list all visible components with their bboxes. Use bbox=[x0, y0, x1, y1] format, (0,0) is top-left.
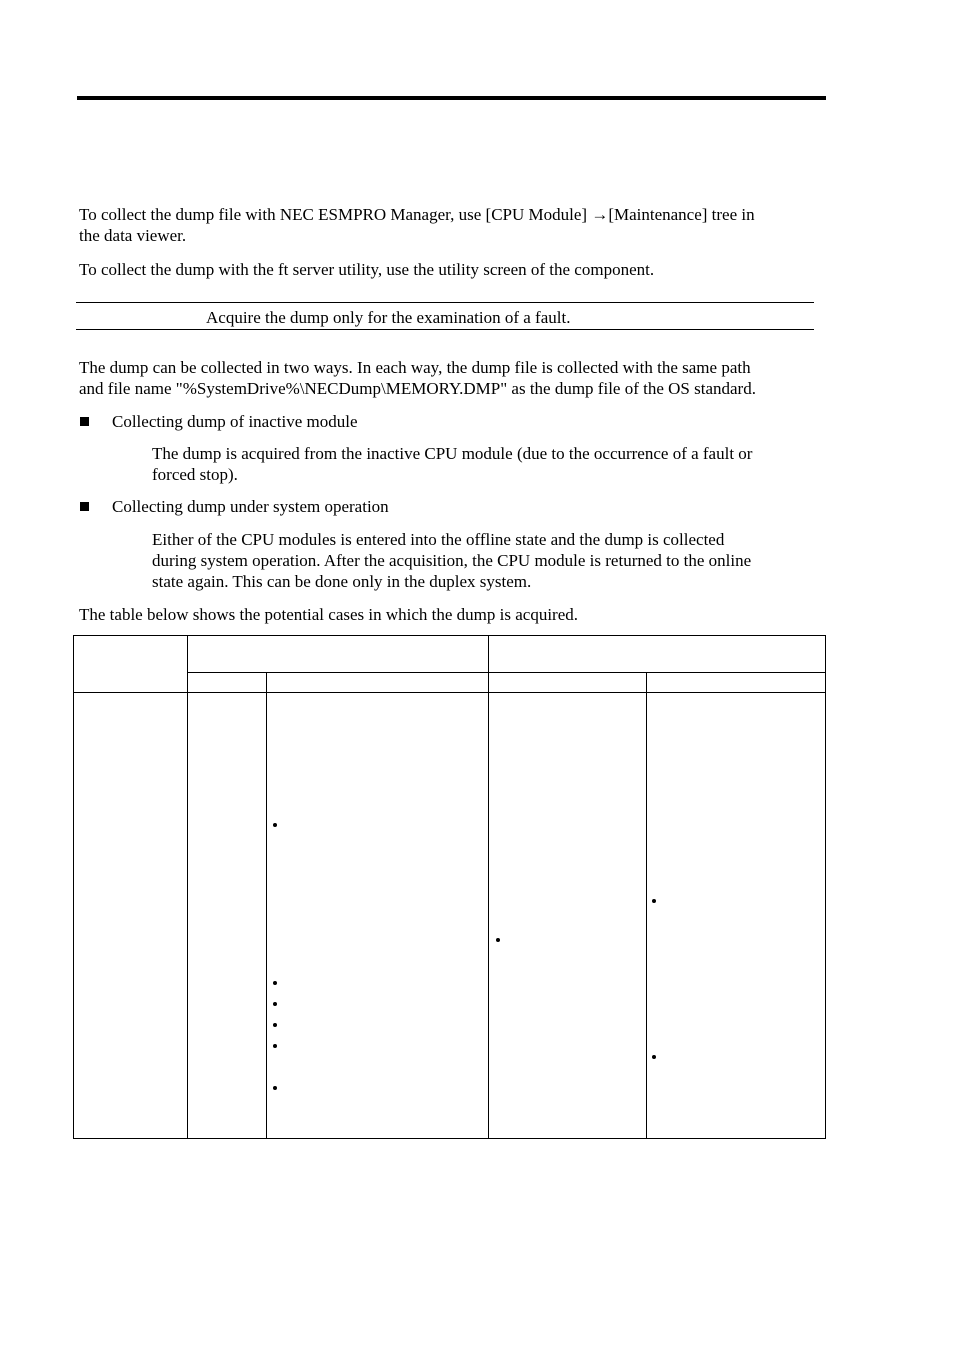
square-bullet-icon bbox=[80, 417, 89, 426]
header-rule bbox=[77, 96, 826, 100]
dump-cases-table bbox=[73, 635, 826, 1139]
table-header-bottom-rule bbox=[74, 692, 825, 693]
table-bullet bbox=[273, 1044, 277, 1048]
esmpro-collect-paragraph: To collect the dump file with NEC ESMPRO Manager, use [CPU Module] →[Maintenance] tree in the data viewer. bbox=[79, 205, 755, 245]
square-bullet-icon bbox=[80, 502, 89, 511]
table-header-divider bbox=[187, 672, 825, 673]
bullet-description-inactive-module: The dump is acquired from the inactive CPU module (due to the occurrence of a fault or forced stop). bbox=[152, 444, 753, 484]
table-bullet bbox=[273, 1023, 277, 1027]
table-column-divider bbox=[187, 636, 188, 1138]
collection-ways-paragraph: The dump can be collected in two ways. In each way, the dump file is collected with the same path and file name "%SystemDrive%\NECDump\MEMORY.DMP" as the dump file of the OS standard. bbox=[79, 358, 756, 398]
table-bullet bbox=[652, 899, 656, 903]
table-bullet bbox=[496, 938, 500, 942]
bullet-label-inactive-module: Collecting dump of inactive module bbox=[112, 412, 358, 431]
table-bullet bbox=[273, 1086, 277, 1090]
bullet-description-system-operation: Either of the CPU modules is entered into the offline state and the dump is collected during system operation. After the acquisition, the CPU module is returned to the online state again. This can be done only in the duplex system. bbox=[152, 530, 752, 591]
table-column-divider bbox=[488, 636, 489, 1138]
note-box bbox=[76, 302, 814, 330]
table-column-divider bbox=[646, 672, 647, 1138]
table-bullet bbox=[652, 1055, 656, 1059]
table-bullet bbox=[273, 823, 277, 827]
table-intro-text: The table below shows the potential cases in which the dump is acquired. bbox=[79, 605, 579, 624]
table-bullet bbox=[273, 981, 277, 985]
bullet-label-system-operation: Collecting dump under system operation bbox=[112, 497, 389, 516]
note-text: Acquire the dump only for the examination of a fault. bbox=[206, 308, 571, 327]
table-bullet bbox=[273, 1002, 277, 1006]
utility-collect-paragraph: To collect the dump with the ft server utility, use the utility screen of the component. bbox=[79, 260, 655, 279]
table-column-divider bbox=[266, 672, 267, 1138]
